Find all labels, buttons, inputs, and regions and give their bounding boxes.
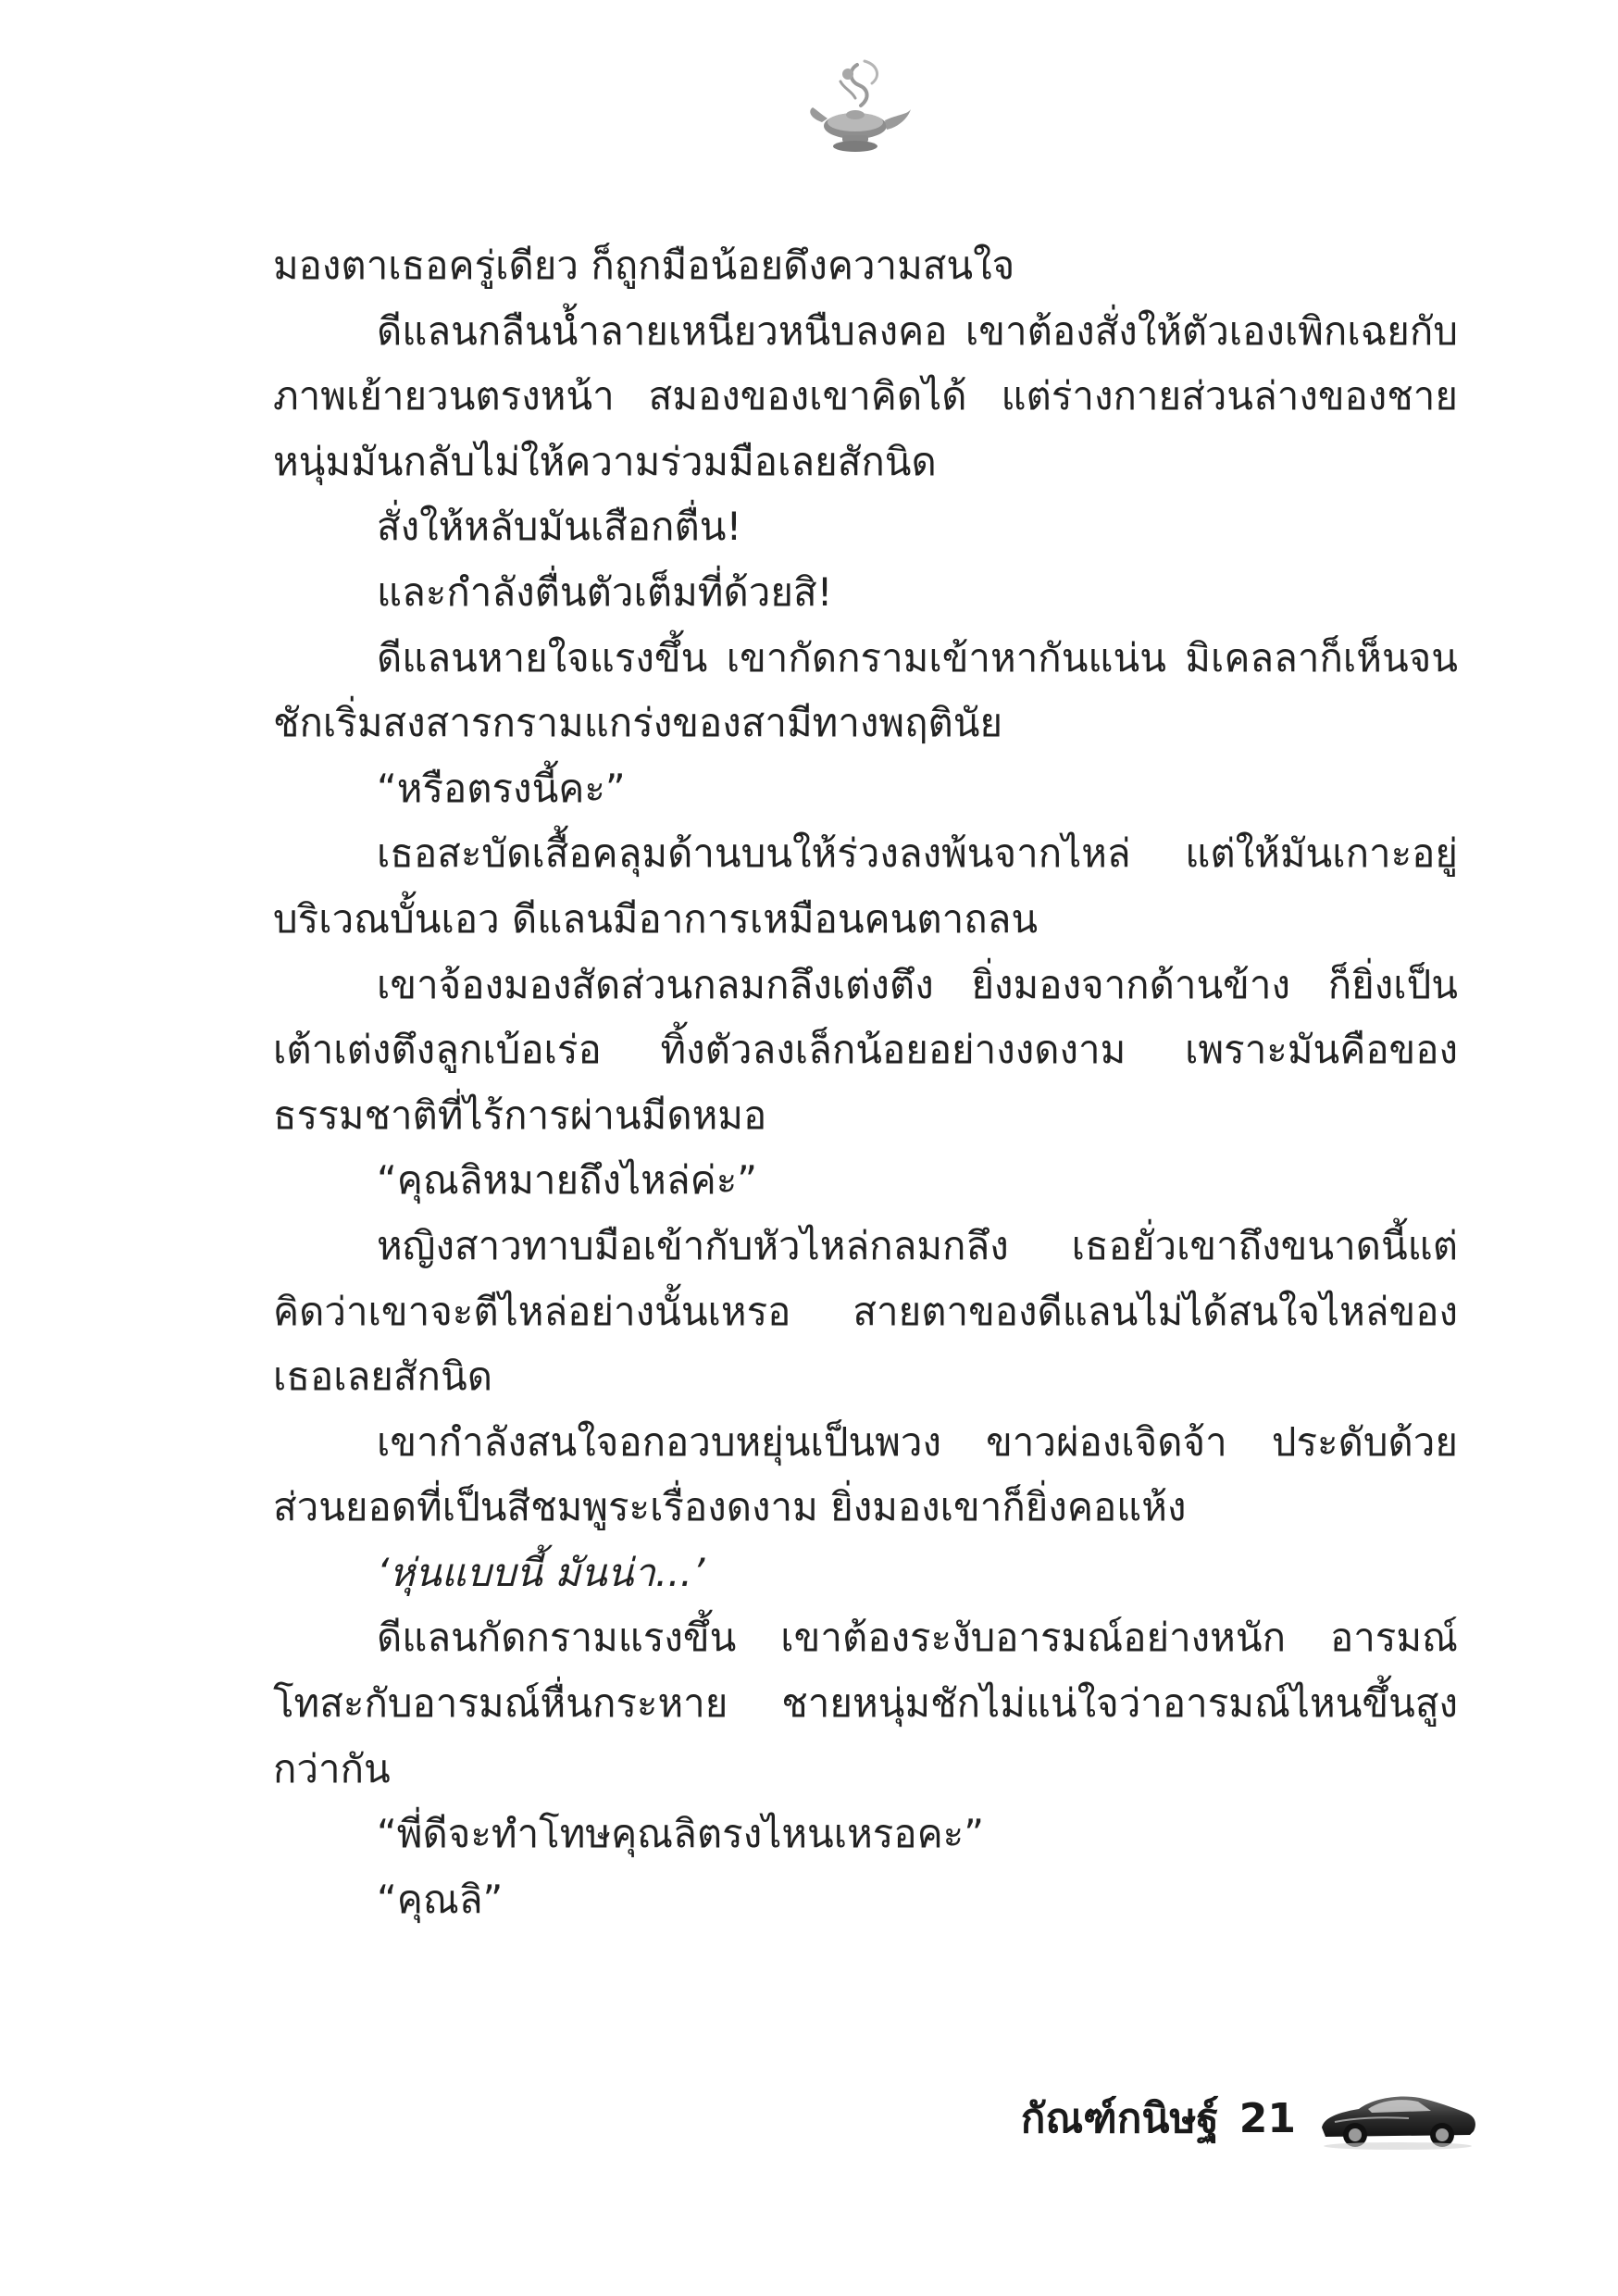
- page-number: 21: [1238, 2094, 1296, 2142]
- book-title: กัณฑ์กนิษฐ์: [1020, 2095, 1219, 2142]
- paragraph: มองตาเธอครู่เดียว ก็ถูกมือน้อยดึงความสนใจ: [273, 243, 1015, 288]
- paragraph: ดีแลนกลืนน้ำลายเหนียวหนืบลงคอ เขาต้องสั่งให้ตัวเองเพิกเฉยกับภาพเย้ายวนตรงหน้า สมองของเขาคิดได้ แต่ร่างกายส่วนล่างของชายหนุ่มมันกลับไม่ให้ความร่วมมือเลยสักนิด: [273, 307, 1458, 484]
- sports-car-icon: [1316, 2085, 1479, 2152]
- paragraph: ‘หุ่นแบบนี้ มันน่า...’: [377, 1549, 705, 1595]
- page-footer: [1021, 2081, 1479, 2155]
- paragraph: เธอสะบัดเสื้อคลุมด้านบนให้ร่วงลงพ้นจากไหล่ แต่ให้มันเกาะอยู่บริเวณบั้นเอว ดีแลนมีอาการเหมือนคนตาถลน: [273, 830, 1458, 942]
- paragraph: “คุณลิหมายถึงไหล่ค่ะ”: [377, 1157, 758, 1204]
- paragraph: “หรือตรงนี้คะ”: [377, 765, 626, 811]
- paragraph: ดีแลนหายใจแรงขึ้น เขากัดกรามเข้าหากันแน่น มิเคลลาก็เห็นจนชักเริ่มสงสารกรามแกร่งของสามีทางพฤตินัย: [273, 634, 1458, 746]
- paragraph: “คุณลิ”: [377, 1876, 504, 1922]
- paragraph: เขากำลังสนใจอกอวบหยุ่นเป็นพวง ขาวผ่องเจิดจ้า ประดับด้วยส่วนยอดที่เป็นสีชมพูระเรื่องดงาม ยิ่งมองเขาก็ยิ่งคอแห้ง: [273, 1418, 1458, 1530]
- story-text: [273, 233, 1458, 1932]
- paragraph: และกำลังตื่นตัวเต็มที่ด้วยสิ!: [377, 568, 833, 615]
- genie-lamp-icon: [803, 57, 915, 159]
- paragraph: หญิงสาวทาบมือเข้ากับหัวไหล่กลมกลึง เธอยั่วเขาถึงขนาดนี้แต่คิดว่าเขาจะตีไหล่อย่างนั้นเหรอ สายตาของดีแลนไม่ได้สนใจไหล่ของเธอเลยสักนิด: [273, 1222, 1458, 1400]
- paragraph: สั่งให้หลับมันเสือกตื่น!: [377, 504, 742, 550]
- paragraph: “พี่ดีจะทำโทษคุณลิตรงไหนเหรอคะ”: [377, 1811, 984, 1857]
- paragraph: ดีแลนกัดกรามแรงขึ้น เขาต้องระงับอารมณ์อย่างหนัก อารมณ์โทสะกับอารมณ์หื่นกระหาย ชายหนุ่มชักไม่แน่ใจว่าอารมณ์ไหนขึ้นสูงกว่ากัน: [273, 1615, 1458, 1791]
- paragraph: เขาจ้องมองสัดส่วนกลมกลึงเต่งตึง ยิ่งมองจากด้านข้าง ก็ยิ่งเป็นเต้าเต่งตึงลูกเบ้อเร่อ ทิ้งตัวลงเล็กน้อยอย่างงดงาม เพราะมันคือของธรรมชาติที่ไร้การผ่านมีดหมอ: [273, 961, 1458, 1138]
